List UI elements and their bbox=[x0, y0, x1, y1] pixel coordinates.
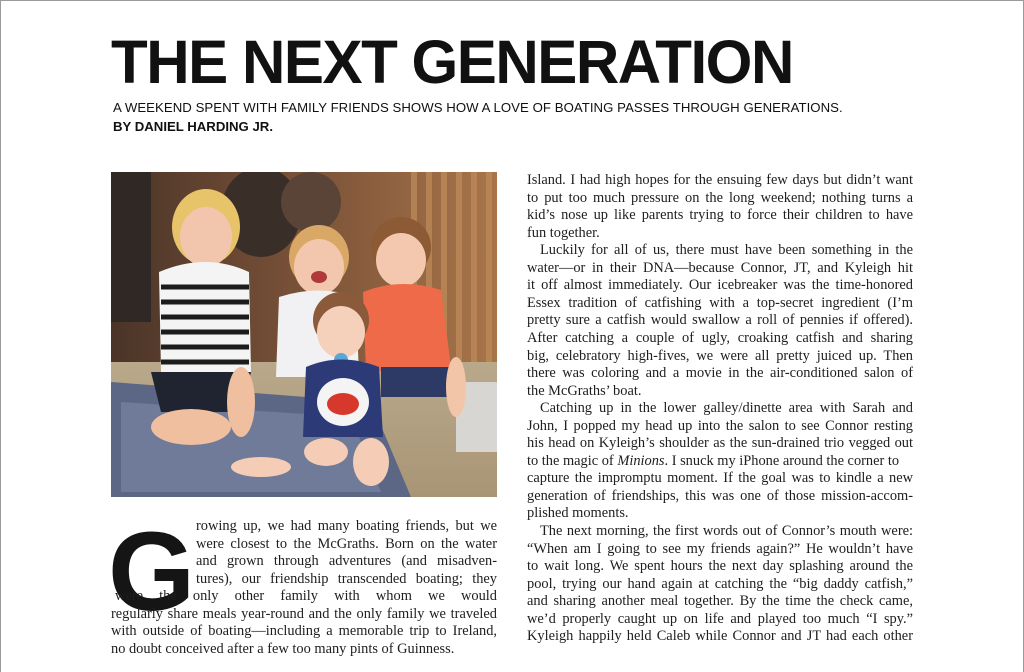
text-line: and sharing another meal together. By the time the check came, bbox=[527, 593, 913, 610]
text-line: were the only other family with whom we would bbox=[115, 588, 497, 605]
text-line: plished moments. bbox=[527, 505, 629, 522]
text-line: it off almost immediately. Our icebreaker was the time-honored bbox=[527, 277, 913, 294]
text-line: The next morning, the first words out of Connor’s mouth were: bbox=[540, 523, 913, 539]
article-headline: THE NEXT GENERATION bbox=[111, 28, 793, 96]
text-line: Essex tradition of catfishing with a top-secret ingredient (I’m bbox=[527, 294, 913, 311]
text-line: water—or in their DNA—because Connor, JT, and Kyleigh hit bbox=[527, 259, 913, 276]
text-line-minions bbox=[527, 453, 913, 471]
text-line: After catching a couple of ugly, croaking catfish and sharing bbox=[527, 329, 913, 346]
text-line: we’d properly caught up on life and played too much “I spy.” bbox=[527, 610, 913, 627]
text-line: “When am I going to see my friends again?” He wouldn’t have bbox=[527, 540, 913, 557]
text-line: Luckily for all of us, there must have been something in the bbox=[540, 242, 913, 259]
text-line: John, I popped my head up into the salon to see Connor resting bbox=[527, 417, 913, 434]
text-line: rowing up, we had many boating friends, but we bbox=[196, 518, 497, 534]
text-line: there was coloring and a movie in the air-conditioned salon of bbox=[527, 365, 913, 382]
text-line: pretty sure a catfish would swallow a roll of pennies if offered). bbox=[527, 312, 913, 329]
text-line: big, celebratory high-fives, we were all pretty juiced up. Then bbox=[527, 347, 913, 364]
text-line: no doubt conceived after a few too many pints of Guinness. bbox=[111, 640, 455, 657]
children-on-boat-photo bbox=[111, 172, 497, 497]
article-deck: A WEEKEND SPENT WITH FAMILY FRIENDS SHOWS HOW A LOVE OF BOATING PASSES THROUGH GENERATIONS. bbox=[113, 100, 843, 115]
text-line: were closest to the McGraths. Born on the water bbox=[196, 535, 497, 552]
text-line: to put too much pressure on the long weekend; nothing turns a bbox=[527, 189, 913, 206]
text-line: Island. I had high hopes for the ensuing few days but didn’t want bbox=[527, 172, 913, 188]
text-line: generation of friendships, this was one of those mission-accom- bbox=[527, 487, 913, 504]
text-line: regularly share meals year-round and the only family we traveled bbox=[111, 605, 497, 622]
text-line: with outside of boating—including a memorable trip to Ireland, bbox=[111, 623, 497, 640]
article-byline: BY DANIEL HARDING JR. bbox=[113, 119, 273, 134]
text-fragment: . I snuck my iPhone around the corner to bbox=[664, 452, 900, 469]
text-line: fun together. bbox=[527, 224, 600, 241]
drop-cap: G bbox=[108, 509, 196, 634]
text-line: tures), our friendship transcended boating; they bbox=[196, 570, 497, 587]
text-line: the McGraths’ boat. bbox=[527, 382, 642, 399]
text-line: his head on Kyleigh’s shoulder as the sun-drained trio vegged out bbox=[527, 435, 913, 452]
text-line: Kyleigh happily held Caleb while Connor and JT had each other bbox=[527, 628, 913, 645]
text-line: Catching up in the lower galley/dinette area with Sarah and bbox=[540, 400, 913, 417]
text-line: kid’s nose up like parents trying to force their children to have bbox=[527, 207, 913, 224]
text-line: to wait long. We spent hours the next day splashing around the bbox=[527, 558, 913, 575]
text-line: and grown through adventures (and misadven- bbox=[196, 553, 497, 570]
text-line: capture the impromptu moment. If the goal was to kindle a new bbox=[527, 470, 913, 487]
movie-title: Minions bbox=[617, 452, 665, 469]
text-line: pool, trying our hand again at catching the “big daddy catfish,” bbox=[527, 575, 913, 592]
text-fragment: to the magic of bbox=[527, 452, 618, 469]
